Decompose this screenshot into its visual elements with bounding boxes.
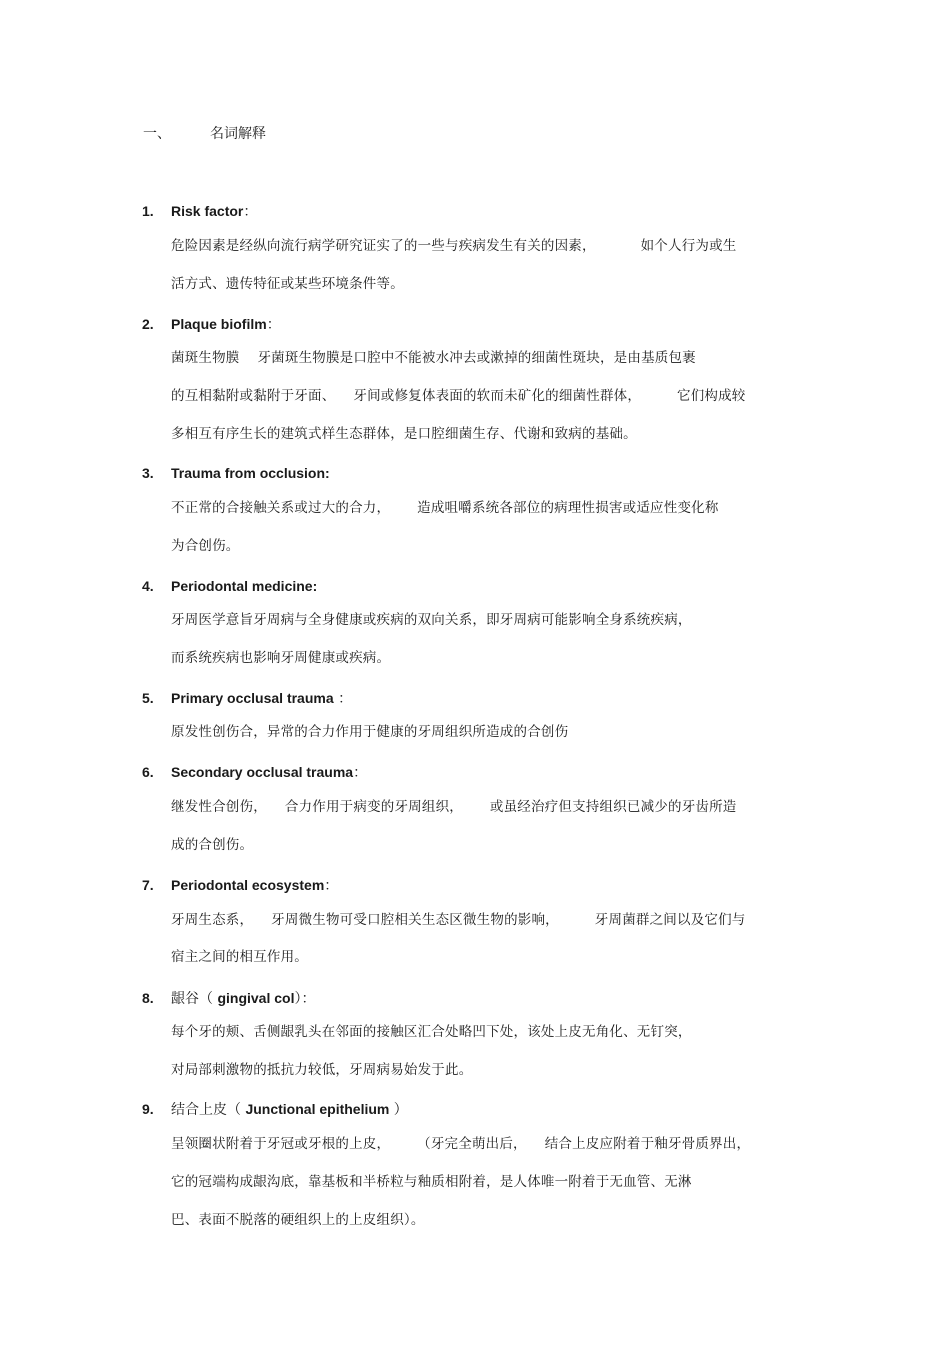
term-title-text: ：: [324, 878, 339, 894]
definition-line: 危险因素是经纵向流行病学研究证实了的一些与疾病发生有关的因素， 如个人行为或生: [171, 238, 737, 254]
term-title-text: ：: [333, 691, 353, 707]
section-number: 一、: [143, 126, 171, 142]
term-title: [142, 688, 352, 709]
term-title-text: ：: [243, 204, 258, 220]
term-title-text: ）：: [294, 991, 316, 1007]
section-heading: [143, 124, 266, 144]
definition-line: 多相互有序生长的建筑式样生态群体，是口腔细菌生存、代谢和致病的基础。: [171, 426, 637, 442]
definition-line: 成的合创伤。: [171, 837, 254, 853]
definition-line: 为合创伤。: [171, 538, 240, 554]
term-title: [142, 314, 281, 335]
term-index: 8.: [142, 990, 154, 1006]
definition-line: 不正常的合接触关系或过大的合力， 造成咀嚼系统各部位的病理性损害或适应性变化称: [171, 500, 719, 516]
definition-line: 的互相黏附或黏附于牙面、 牙间或修复体表面的软而未矿化的细菌性群体， 它们构成较: [171, 388, 746, 404]
definition-line: 每个牙的颊、舌侧龈乳头在邻面的接触区汇合处略凹下处，该处上皮无角化、无钉突，: [171, 1024, 692, 1040]
term-title: [142, 762, 367, 783]
term-title: [142, 988, 315, 1009]
term-title-text: ：: [353, 765, 368, 781]
definition-line: 而系统疾病也影响牙周健康或疾病。: [171, 650, 391, 666]
term-index: 7.: [142, 877, 154, 893]
term-index: 5.: [142, 690, 154, 706]
term-index: 6.: [142, 764, 154, 780]
definition-line: 对局部刺激物的抵抗力较低，牙周病易始发于此。: [171, 1062, 473, 1078]
term-title-text: 龈谷（: [171, 991, 218, 1007]
term-index: 4.: [142, 578, 154, 594]
term-title-text: Secondary occlusal trauma: [171, 764, 354, 780]
term-title: [142, 1099, 408, 1120]
term-title-text: Trauma from occlusion:: [171, 465, 330, 481]
term-title-text: ）: [389, 1102, 408, 1118]
definition-line: 宿主之间的相互作用。: [171, 949, 308, 965]
term-title: [142, 463, 330, 484]
definition-line: 巴、表面不脱落的硬组织上的上皮组织）。: [171, 1212, 425, 1228]
term-title-text: Junctional epithelium: [245, 1101, 390, 1117]
term-title-text: ：: [266, 317, 281, 333]
term-index: 3.: [142, 465, 154, 481]
term-title-text: Periodontal medicine:: [171, 578, 318, 594]
term-title-text: Periodontal ecosystem: [171, 877, 325, 893]
term-title: [142, 875, 338, 896]
definition-line: 呈领圈状附着于牙冠或牙根的上皮， （牙完全萌出后， 结合上皮应附着于釉牙骨质界出，: [171, 1136, 751, 1152]
definition-line: 活方式、遗传特征或某些环境条件等。: [171, 276, 404, 292]
term-title-text: gingival col: [217, 990, 295, 1006]
term-index: 9.: [142, 1101, 154, 1117]
term-title-text: Risk factor: [171, 203, 244, 219]
definition-line: 继发性合创伤， 合力作用于病变的牙周组织， 或虽经治疗但支持组织已减少的牙齿所造: [171, 799, 737, 815]
term-index: 1.: [142, 203, 154, 219]
term-title-text: Primary occlusal trauma: [171, 690, 334, 706]
definition-line: 菌斑生物膜 牙菌斑生物膜是口腔中不能被水冲去或漱掉的细菌性斑块，是由基质包裹: [171, 350, 696, 366]
term-index: 2.: [142, 316, 154, 332]
definition-line: 牙周医学意旨牙周病与全身健康或疾病的双向关系，即牙周病可能影响全身系统疾病，: [171, 612, 692, 628]
term-title-text: Plaque biofilm: [171, 316, 267, 332]
term-title: [142, 201, 257, 222]
definition-line: 它的冠端构成龈沟底，靠基板和半桥粒与釉质相附着，是人体唯一附着于无血管、无淋: [171, 1174, 692, 1190]
term-title: [142, 576, 317, 597]
definition-line: 原发性创伤合，异常的合力作用于健康的牙周组织所造成的合创伤: [171, 724, 569, 740]
term-title-text: 结合上皮（: [171, 1102, 246, 1118]
section-title: 名词解释: [210, 126, 266, 142]
definition-line: 牙周生态系， 牙周微生物可受口腔相关生态区微生物的影响， 牙周菌群之间以及它们与: [171, 912, 746, 928]
